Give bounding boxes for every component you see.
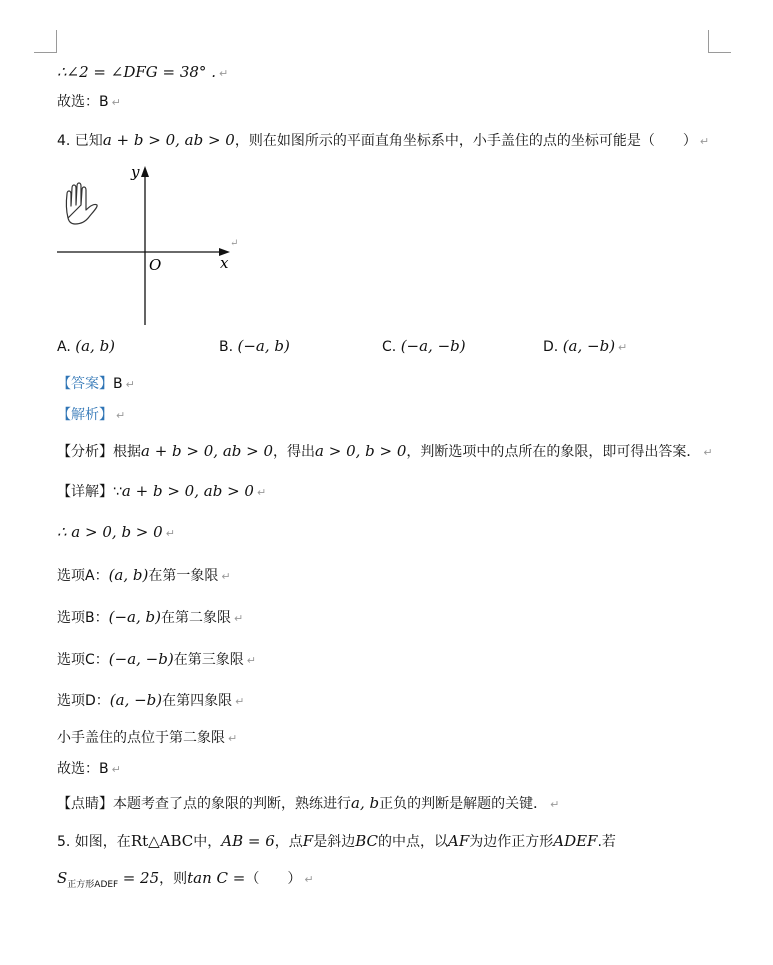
answer-line: 【答案】B ↵	[57, 376, 135, 392]
analysis-summary: 【分析】根据a + b > 0, ab > 0，得出a > 0, b > 0，判断选项中的点所在的象限，即可得出答案． ↵	[57, 442, 713, 460]
option-d-explanation: 选项D：(a, −b)在第四象限 ↵	[57, 691, 245, 709]
question-5-condition: $S_{正方形ADEF} = 25$，则tan C =（ ） ↵	[57, 869, 314, 890]
option-c-explanation: 选项C：(−a, −b)在第三象限 ↵	[57, 650, 256, 668]
coordinate-plane-figure	[55, 160, 250, 330]
paragraph-mark: ↵	[218, 67, 229, 80]
page-corner-mark-right	[708, 30, 731, 53]
y-axis-label: y	[131, 163, 140, 181]
page-corner-mark-left	[34, 30, 57, 53]
hand-icon	[66, 183, 97, 224]
conclusion-angle-line: ∴∠2 = ∠DFG = 38° . ↵	[57, 63, 229, 81]
final-choice: 故选：B ↵	[57, 761, 121, 777]
prev-answer-line: 故选：B ↵	[57, 94, 121, 110]
option-a: A. (a, b)	[57, 337, 116, 355]
option-d: D. (a, −b) ↵	[543, 337, 628, 355]
y-axis-arrow	[141, 166, 149, 177]
x-axis-label: x	[220, 254, 229, 272]
analysis-heading: 【解析】 ↵	[57, 407, 126, 423]
origin-label: O	[149, 256, 162, 274]
question-4-stem: 4. 已知a + b > 0, ab > 0，则在如图所示的平面直角坐标系中，小手盖住的点的坐标可能是（ ） ↵	[57, 131, 710, 149]
comment-line: 【点睛】本题考查了点的象限的判断，熟练进行a, b正负的判断是解题的关键． ↵	[57, 794, 560, 812]
option-b-explanation: 选项B：(−a, b)在第二象限 ↵	[57, 608, 244, 626]
hand-point-conclusion: 小手盖住的点位于第二象限 ↵	[57, 730, 238, 746]
question-5-stem: 5. 如图，在Rt△ABC中，AB = 6，点F是斜边BC的中点，以AF为边作正方形ADEF.若	[57, 832, 616, 850]
detail-given: 【详解】∵a + b > 0, ab > 0 ↵	[57, 482, 267, 500]
option-c: C. (−a, −b)	[382, 337, 466, 355]
detail-therefore: ∴ a > 0, b > 0 ↵	[57, 523, 175, 541]
option-b: B. (−a, b)	[219, 337, 290, 355]
option-a-explanation: 选项A：(a, b)在第一象限 ↵	[57, 566, 231, 584]
paragraph-mark: ↵	[230, 238, 239, 249]
